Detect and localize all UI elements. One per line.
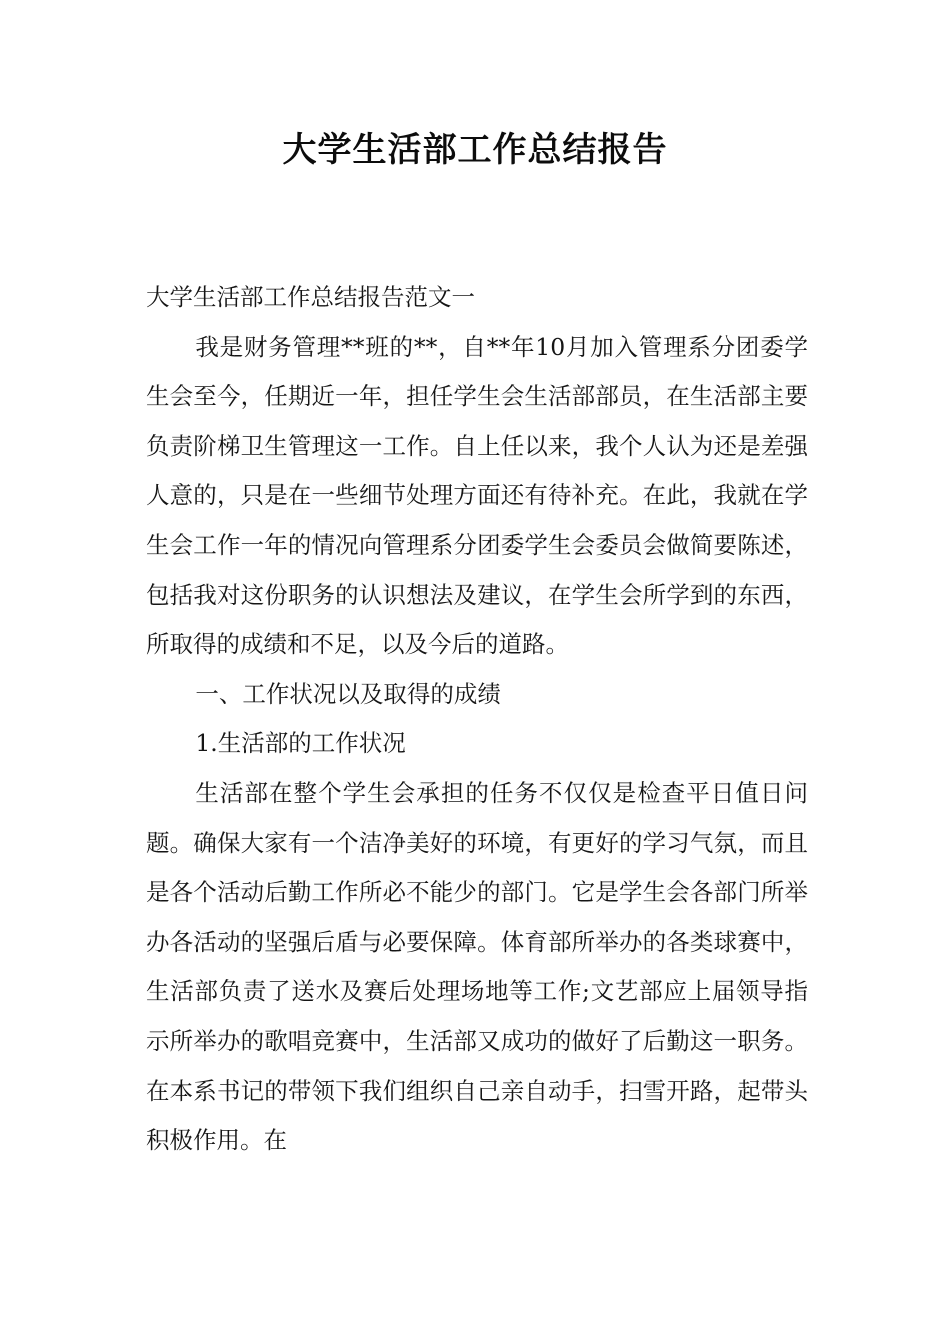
intro-paragraph: 我是财务管理**班的**，自**年10月加入管理系分团委学生会至今，任期近一年，担任学生会生活部部员，在生活部主要负责阶梯卫生管理这一工作。自上任以来，我个人认为还是差强人意的，只是在一些细节处理方面还有待补充。在此，我就在学生会工作一年的情况向管理系分团委学生会委员会做简要陈述，包括我对这份职务的认识想法及建议，在学生会所学到的东西，所取得的成绩和不足，以及今后的道路。 <box>146 332 808 659</box>
subsection-heading: 1.生活部的工作状况 <box>195 729 406 758</box>
body-paragraph: 生活部在整个学生会承担的任务不仅仅是检查平日值日问题。确保大家有一个洁净美好的环境，有更好的学习气氛，而且是各个活动后勤工作所必不能少的部门。它是学生会各部门所举办各活动的坚强后盾与必要保障。体育部所举办的各类球赛中，生活部负责了送水及赛后处理场地等工作;文艺部应上届领导指示所举办的歌唱竞赛中，生活部又成功的做好了后勤这一职务。在本系书记的带领下我们组织自己亲自动手，扫雪开路，起带头积极作用。在 <box>146 778 808 1155</box>
document-title: 大学生活部工作总结报告 <box>282 130 668 170</box>
document-body <box>146 273 808 1166</box>
section-heading: 一、工作状况以及取得的成绩 <box>195 679 501 708</box>
subtitle-paragraph: 大学生活部工作总结报告范文一 <box>146 283 475 311</box>
